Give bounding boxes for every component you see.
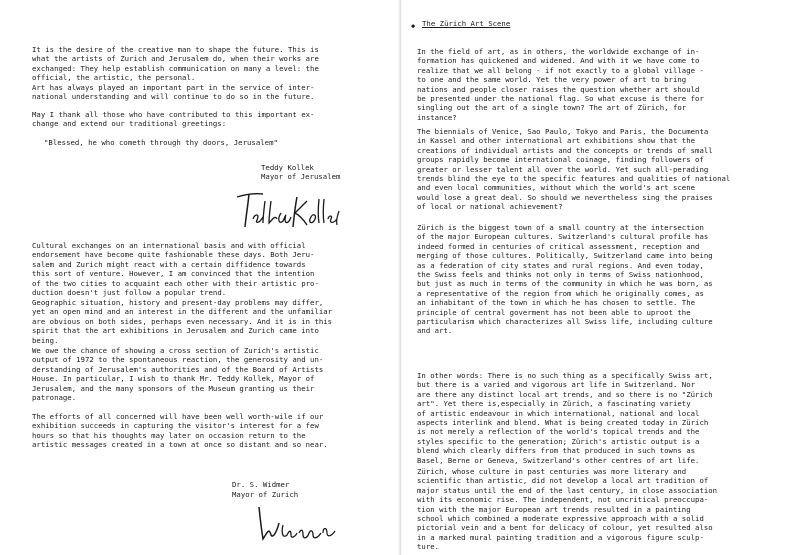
signatory-kollek-name: Teddy Kollek <box>261 163 314 172</box>
signatory-widmer-name: Dr. S. Widmer <box>232 480 290 489</box>
paragraph-efforts: The efforts of all concerned will have been well worth-wile if our exhibition succeeds in capturing the visitor's interest for a few hours so that his thoughts may later on occasion return to the artistic messages created in a town at once so distant and so near. <box>32 412 328 450</box>
section-bullet: ◆ <box>411 22 416 30</box>
paragraph-in-other-words: In other words: There is no such thing as a specifically Swiss art, but there is a varied and vigorous art life in Switzerland. Nor are there any distinct local art trends, and so there is no "Zürich art". Yet there is,especially in Zürich, a fascinating variety of artistic endeavour in which international, national and local aspects interlink and blend. What is being created today in Zürich is not merely a reflection of the world's topical trends and the styles specific to the generation; Zürich's artistic output is a blend which clearly differs from that produced in such towns as Basel, Berne or Geneva, Switzerland's other centres of art life. <box>417 371 713 465</box>
paragraph-zurich-biggest-town: Zürich is the biggest town of a small country at the intersection of the major European cultures. Switzerland's cultural profile has indeed formed in centuries of critical assessment, reception and merging of those cultures. Politically, Switzerland came into being as a federation of city states and rural regions. And even today, the Swiss feels and thinks not only in terms of Swiss nationhood, but just as much in terms of the community in which he was born, as a representative of the region from which he originally comes, as an inhabitant of the town in which he has chosen to settle. The principle of central goverment has not been able to uproot the particularism which characterizes all Swiss life, including culture and art. <box>417 223 713 336</box>
paragraph-thanks: May I thank all those who have contributed to this important ex- change and extend our traditional greetings: <box>32 110 315 129</box>
paragraph-cross-section: We owe the chance of showing a cross section of Zurich's artistic output of 1972 to the spontaneous reaction, the generosity and un- derstanding of Jerusalem's authorities and of the Board of Artists House. In particular, I wish to thank Mr. Teddy Kollek, Mayor of Jerusalem, and the many sponsors of the Museum granting us their patronage. <box>32 346 324 403</box>
signatory-kollek-title: Mayor of Jerusalem <box>261 172 341 181</box>
handwritten-signature-widmer <box>255 505 345 545</box>
signatory-widmer-title: Mayor of Zurich <box>232 490 299 499</box>
handwritten-signature-kollek <box>233 189 341 231</box>
signature-kollek <box>233 189 341 231</box>
greeting-quote: "Blessed, he who cometh through thy doors, Jerusalem" <box>44 138 278 147</box>
paragraph-cultural-exchanges: Cultural exchanges on an international basis and with official endorsement have become quite fashionable these days. Both Jeru- salem and Zurich might react with a certain diffidence towards this sort of venture. However, I am convinced that the intention of the two cities to acquaint each other with their artistic pro- duction doesn't just follow a popular trend. <box>32 241 319 298</box>
right-page <box>402 0 800 555</box>
paragraph-geographic-situation: Geographic situation, history and present-day problems may differ, yet an open mind and an interest in the different and the unfamiliar are obvious on both sides, perhaps even necessary. And it is in this spirit that the art exhibitions in Jerusalem and Zurich came into being. <box>32 298 333 345</box>
signature-widmer <box>255 505 345 545</box>
paragraph-intro: It is the desire of the creative man to shape the future. This is what the artists of Zurich and Jerusalem do, when their works are exchanged: They help establish communication on many a level: the official, the artistic, the personal. <box>32 45 319 83</box>
paragraph-zurich-culture: Zürich, whose culture in past centuries was more literary and scientific than artistic, did not develop a local art tradition of major status until the end of the last century, in close association with its economic rise. The independent, not uncritical preoccupa- tion with the major European art trends resulted in a painting school which combined a moderate expressive approach with a solid pictorial vein and a bent for delicacy of colour, yet resulted also in a marked mural painting tradition and a vigorous figure sculp- ture. <box>417 467 718 552</box>
paragraph-biennials: The biennials of Venice, Sao Paulo, Tokyo and Paris, the Documenta in Kassel and other international art exhibitions show that the creations of individual artists and the concepts or trends of small groups rapidly become international coinage, finding followers of greater or lesser talent all over the world. Yet such all-perading trends blind the eye to the specific features and qualities of national and even local communities, without which the world's art scene would lose a great deal. So should we nevertheless sing the praises of local or national achievement? <box>417 127 731 212</box>
paragraph-art-service: Art has always played an important part in the service of inter- national understanding and will continue to do so in the future. <box>32 83 315 102</box>
section-title: The Zürich Art Scene <box>422 19 511 28</box>
paragraph-worldwide-exchange: In the field of art, as in others, the worldwide exchange of in- formation has quickened and widened. And with it we have come to realize that we all belong - if not exactly to a global village - to one and the same world. Yet the very power of art to bring nations and people closer raises the question whether art should be presented under the national flag. So what excuse is there for singling out the art of a single town? The art of Zürich, for instance? <box>417 47 704 122</box>
